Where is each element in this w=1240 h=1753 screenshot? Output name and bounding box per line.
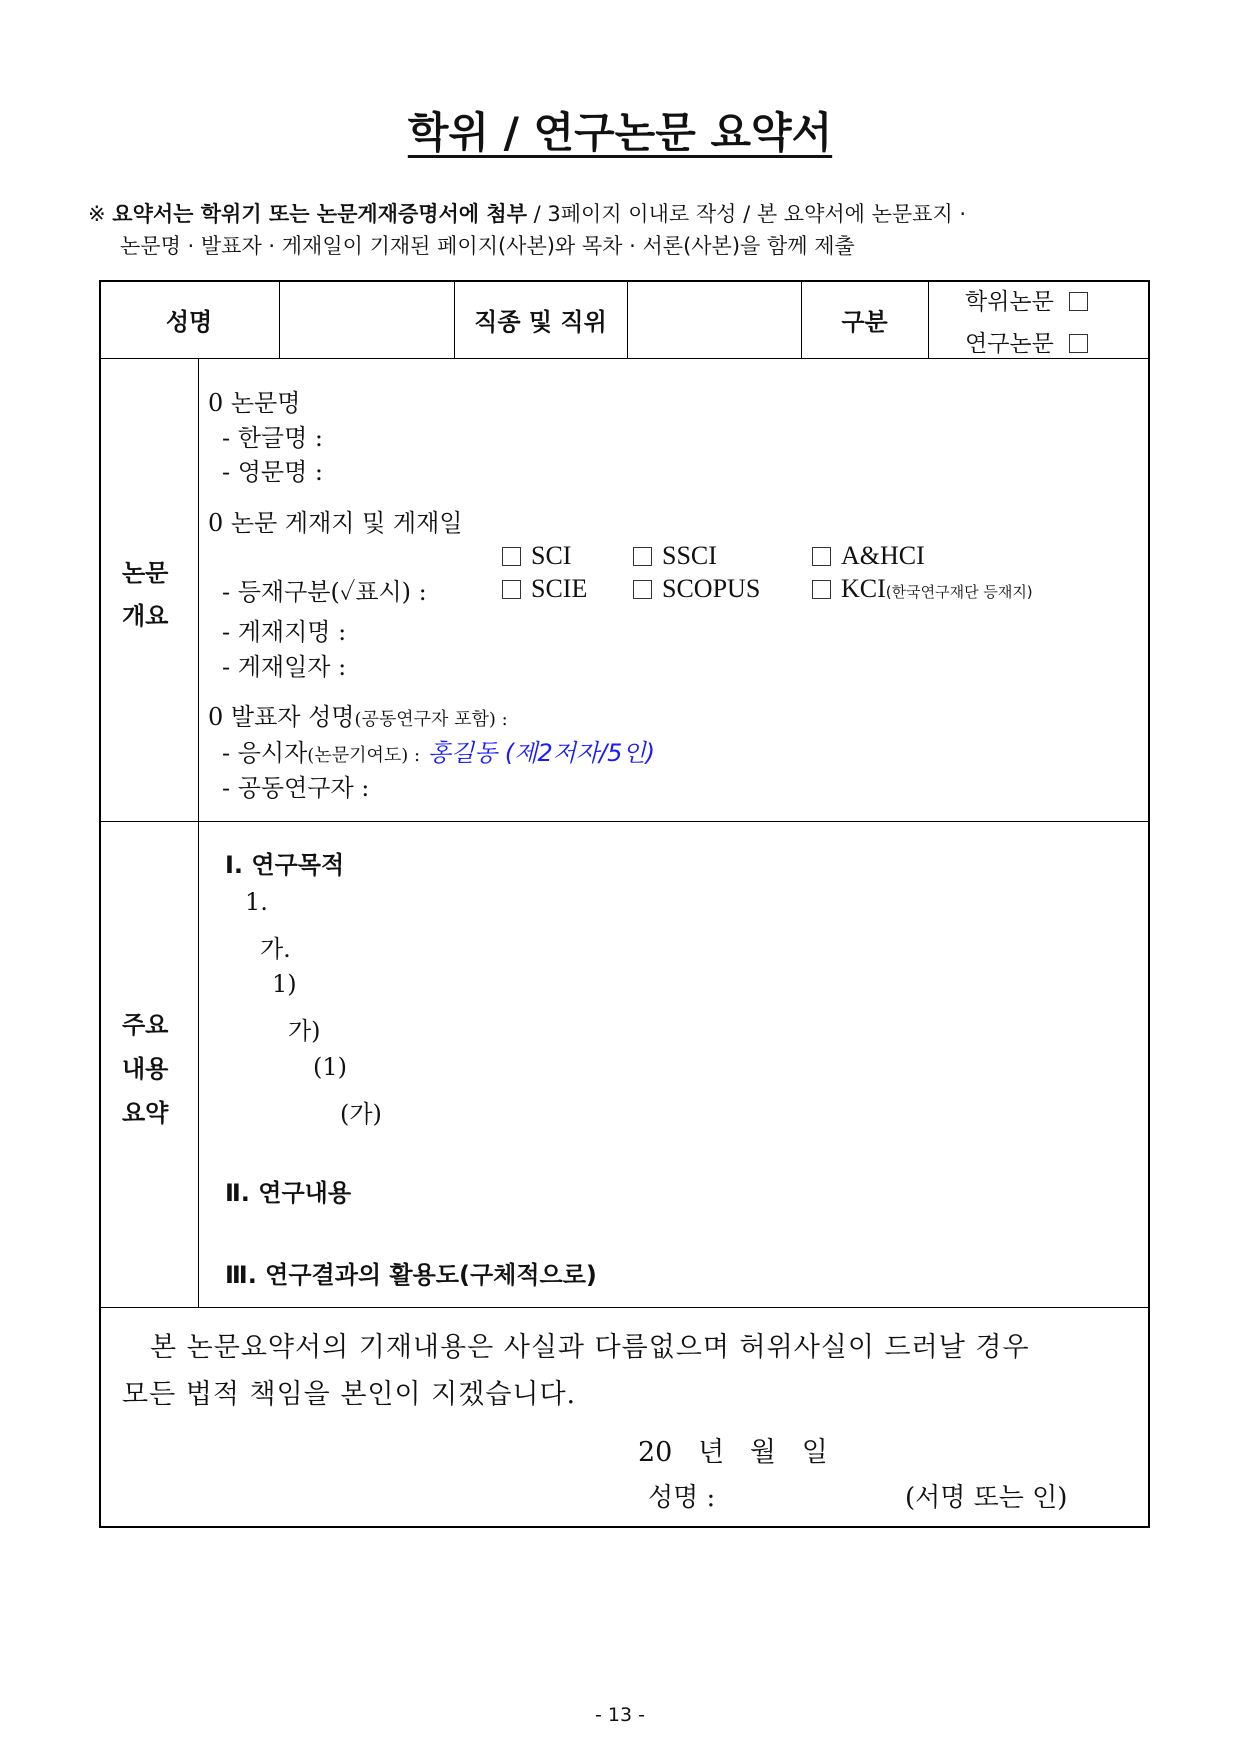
option-ssci[interactable]: SSCI — [633, 541, 717, 571]
applicant: - 응시자(논문기여도) : 홍길동 (제2저자/5인) — [222, 739, 655, 767]
date-field[interactable]: 20 년 월 일 — [638, 1437, 828, 1468]
section-content: Ⅱ. 연구내용 — [225, 1179, 352, 1207]
paper-title-heading: 0 논문명 — [208, 389, 301, 417]
section-purpose: Ⅰ. 연구목적 — [225, 851, 345, 879]
overview-label-2: 개요 — [122, 602, 169, 630]
level-3: 1) — [272, 970, 297, 998]
option-scie[interactable]: SCIE — [502, 574, 587, 604]
coauthors[interactable]: - 공동연구자 : — [222, 774, 370, 802]
level-5: (1) — [313, 1053, 347, 1081]
name-label: 성명 — [165, 307, 213, 336]
note-line-2: 논문명 · 발표자 · 게재일이 기재된 페이지(사본)와 목차 · 서론(사본)을 함께 제출 — [120, 234, 855, 258]
signature-label: 성명 : — [648, 1483, 716, 1513]
note-line-1: ※ 요약서는 학위기 또는 논문게재증명서에 첨부 / 3페이지 이내로 작성 / 본 요약서에 논문표지 · — [88, 202, 967, 226]
summary-label-1: 주요 — [122, 1011, 169, 1039]
korean-title[interactable]: - 한글명 : — [222, 424, 324, 452]
presenter-heading: 0 발표자 성명(공동연구자 포함) : — [208, 703, 508, 731]
level-6: (가) — [340, 1100, 382, 1128]
option-research[interactable]: 연구논문 — [965, 325, 1098, 358]
checkbox[interactable] — [1069, 334, 1088, 353]
page-number: - 13 - — [595, 1704, 645, 1726]
position-field[interactable] — [628, 282, 801, 358]
level-2: 가. — [260, 935, 291, 963]
applicant-value[interactable]: 홍길동 (제2저자/5인) — [427, 739, 655, 767]
option-degree[interactable]: 학위논문 — [965, 283, 1098, 316]
index-label: - 등재구분(✓표시) : — [222, 578, 427, 606]
summary-label-2: 내용 — [122, 1055, 169, 1083]
section-results: Ⅲ. 연구결과의 활용도(구체적으로) — [225, 1261, 597, 1289]
journal-name[interactable]: - 게재지명 : — [222, 618, 347, 646]
declaration-line-2: 모든 법적 책임을 본인이 지겠습니다. — [122, 1379, 577, 1410]
journal-heading: 0 논문 게재지 및 게재일 — [208, 509, 463, 537]
name-field[interactable] — [280, 282, 454, 358]
option-sci[interactable]: SCI — [502, 541, 571, 571]
level-1: 1. — [245, 888, 268, 916]
page-title: 학위 / 연구논문 요약서 — [407, 108, 833, 157]
english-title[interactable]: - 영문명 : — [222, 458, 324, 486]
checkbox[interactable] — [1069, 292, 1088, 311]
position-label: 직종 및 직위 — [474, 307, 607, 336]
option-scopus[interactable]: SCOPUS — [633, 574, 760, 604]
option-ahci[interactable]: A&HCI — [812, 541, 925, 571]
signature-note: (서명 또는 인) — [905, 1483, 1068, 1513]
level-4: 가) — [288, 1017, 321, 1045]
overview-label-1: 논문 — [122, 559, 169, 587]
option-kci[interactable]: KCI(한국연구재단 등재지) — [812, 574, 1033, 604]
category-label: 구분 — [841, 307, 888, 336]
publication-date[interactable]: - 게재일자 : — [222, 653, 347, 681]
summary-label-3: 요약 — [122, 1099, 169, 1127]
declaration-line-1: 본 논문요약서의 기재내용은 사실과 다름없으며 허위사실이 드러날 경우 — [150, 1332, 1030, 1363]
